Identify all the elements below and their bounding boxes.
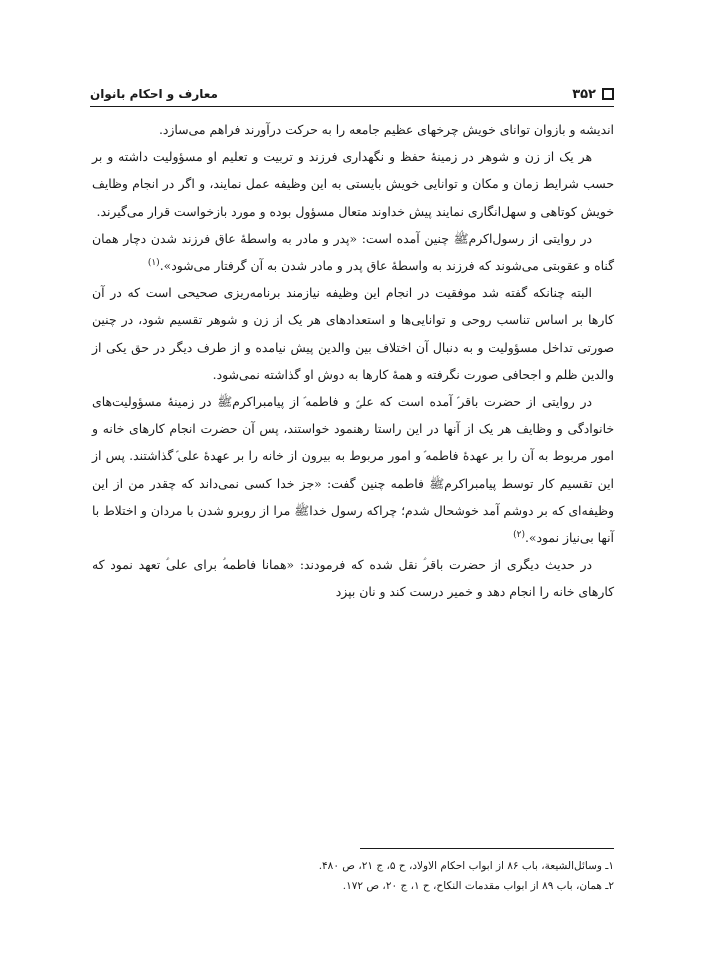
footnote-item: ۲ـ همان، باب ۸۹ از ابواب مقدمات النکاح، ح ۱، ج ۲۰، ص ۱۷۲. [342,880,614,892]
footnote-rule [360,848,614,849]
paragraph-text: البته چنانکه گفته شد موفقیت در انجام این وظیفه نیازمند برنامه‌ریزی صحیحی است که در آن کارها بر اساس تناسب روحی و توانایی‌ها و استعدادهای هر یک از زن و شوهر تقسیم شود، در چنین صورتی تداخل مسؤولیت و به دنبال آن اختلاف بین والدین پیش نیامده و از طرف دیگر در حق یکی از والدین ظلم و اجحافی صورت نگرفته و همهٔ کارها به دوش او گذاشته نمی‌شود. [92,285,614,382]
paragraph [92,388,614,551]
paragraph-text: در حدیث دیگری از حضرت باقر‌ؑ نقل شده که فرمودند: «همانا فاطمه‌ؑ برای علی‌ؑ تعهد نمود که کارهای خانه را انجام دهد و خمیر درست کند و نان بپزد [92,557,614,600]
paragraph [92,279,614,388]
paragraph-text: هر یک از زن و شوهر در زمینهٔ حفظ و نگهداری فرزند و تربیت و تعلیم او مسؤولیت داشته و بر حسب شرایط زمان و مکان و توانایی خویش بایستی به این وظیفه عمل نمایند، و اگر در انجام وظایف خویش کوتاهی و سهل‌انگاری نمایند پیش خداوند متعال مسؤول بوده و مورد بازخواست قرار می‌گیرند. [92,149,614,219]
page-number: ۳۵۲ [572,86,596,102]
paragraph [92,116,614,143]
body-text [92,116,614,606]
header-rule [90,106,614,107]
paragraph [92,551,614,605]
paragraph-text: در روایتی از رسول‌اکرم‌ﷺ چنین آمده است: «پدر و مادر به واسطهٔ عاق فرزند شدن دچار همان گناه و عقوبتی می‌شوند که فرزند به واسطهٔ عاق پدر و مادر شدن به آن گرفتار می‌شود». [92,230,614,274]
paragraph [92,143,614,225]
paragraph-text: در روایتی از حضرت باقر‌ؑ آمده است که علیؑ و فاطمه‌ؑ از پیامبراکرم‌ﷺ در زمینهٔ مسؤولیت‌های خانوادگی و وظایف هر یک از آنها در این راستا رهنمود خواستند، پس آن حضرت انجام کارهای خانه و امور مربوط به آن را بر عهدهٔ فاطمه‌ؑ و امور مربوط به بیرون از خانه را بر عهدهٔ علی‌ؑ گذاشتند. پس از این تقسیم کار توسط پیامبراکرم‌ﷺ فاطمه چنین گفت: «جز خدا کسی نمی‌داند که چقدر من از این وظیفه‌ای که بر دوشم آمد خوشحال شدم؛ چراکه رسول خداﷺ مرا از روبرو شدن با مردان و اختلاط با آنها بی‌نیاز نمود». [92,394,614,546]
footnote-item: ۱ـ وسائل‌الشیعة، باب ۸۶ از ابواب احکام الاولاد، ح ۵، ج ۲۱، ص ۴۸۰. [318,860,614,872]
paragraph-text: اندیشه و بازوان توانای خویش چرخهای عظیم جامعه را به حرکت درآورند فراهم می‌سازد. [158,122,614,137]
running-title: معارف و احکام بانوان [90,87,218,101]
footnote-marker[interactable]: (۱) [147,257,160,268]
paragraph [92,225,614,279]
page-number-block [572,87,614,102]
running-header [90,82,614,106]
footnotes [92,856,614,896]
square-bullet-icon [602,88,614,100]
footnote-marker[interactable]: (۲) [513,529,525,540]
